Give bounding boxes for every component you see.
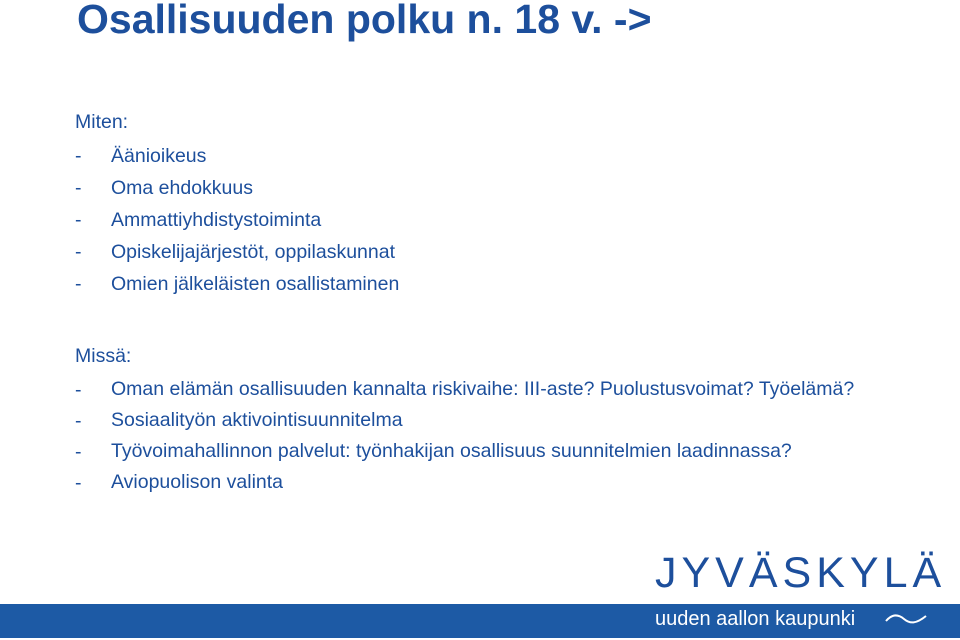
list-item: - Äänioikeus: [75, 140, 915, 172]
wave-icon: [885, 612, 927, 626]
bullet-dash: -: [75, 145, 82, 167]
bullet-dash: -: [75, 379, 82, 401]
logo-tagline: uuden aallon kaupunki: [655, 608, 856, 630]
missa-heading: Missä:: [75, 345, 132, 367]
bullet-dash: -: [75, 209, 82, 231]
bullet-dash: -: [75, 410, 82, 432]
list-item: - Omien jälkeläisten osallistaminen: [75, 268, 915, 300]
miten-list: [75, 140, 915, 300]
slide-title: Osallisuuden polku n. 18 v. ->: [77, 0, 652, 42]
bullet-dash: -: [75, 441, 82, 463]
list-item: - Opiskelijajärjestöt, oppilaskunnat: [75, 236, 915, 268]
list-item: - Ammattiyhdistystoiminta: [75, 204, 915, 236]
list-item: - Sosiaalityön aktivointisuunnitelma: [75, 405, 915, 436]
list-item: - Työvoimahallinnon palvelut: työnhakijan osallisuus suunnitelmien laadinnassa?: [75, 436, 915, 467]
list-item: - Oman elämän osallisuuden kannalta riskivaihe: III-aste? Puolustusvoimat? Työelämä?: [75, 374, 871, 405]
list-item: - Oma ehdokkuus: [75, 172, 915, 204]
list-item: - Aviopuolison valinta: [75, 467, 915, 498]
bullet-dash: -: [75, 472, 82, 494]
bullet-dash: -: [75, 273, 82, 295]
jyvaskyla-logo-wordmark: JYVÄSKYLÄ: [655, 549, 947, 597]
bullet-dash: -: [75, 177, 82, 199]
missa-list: [75, 374, 915, 498]
miten-heading: Miten:: [75, 111, 129, 133]
bullet-dash: -: [75, 241, 82, 263]
